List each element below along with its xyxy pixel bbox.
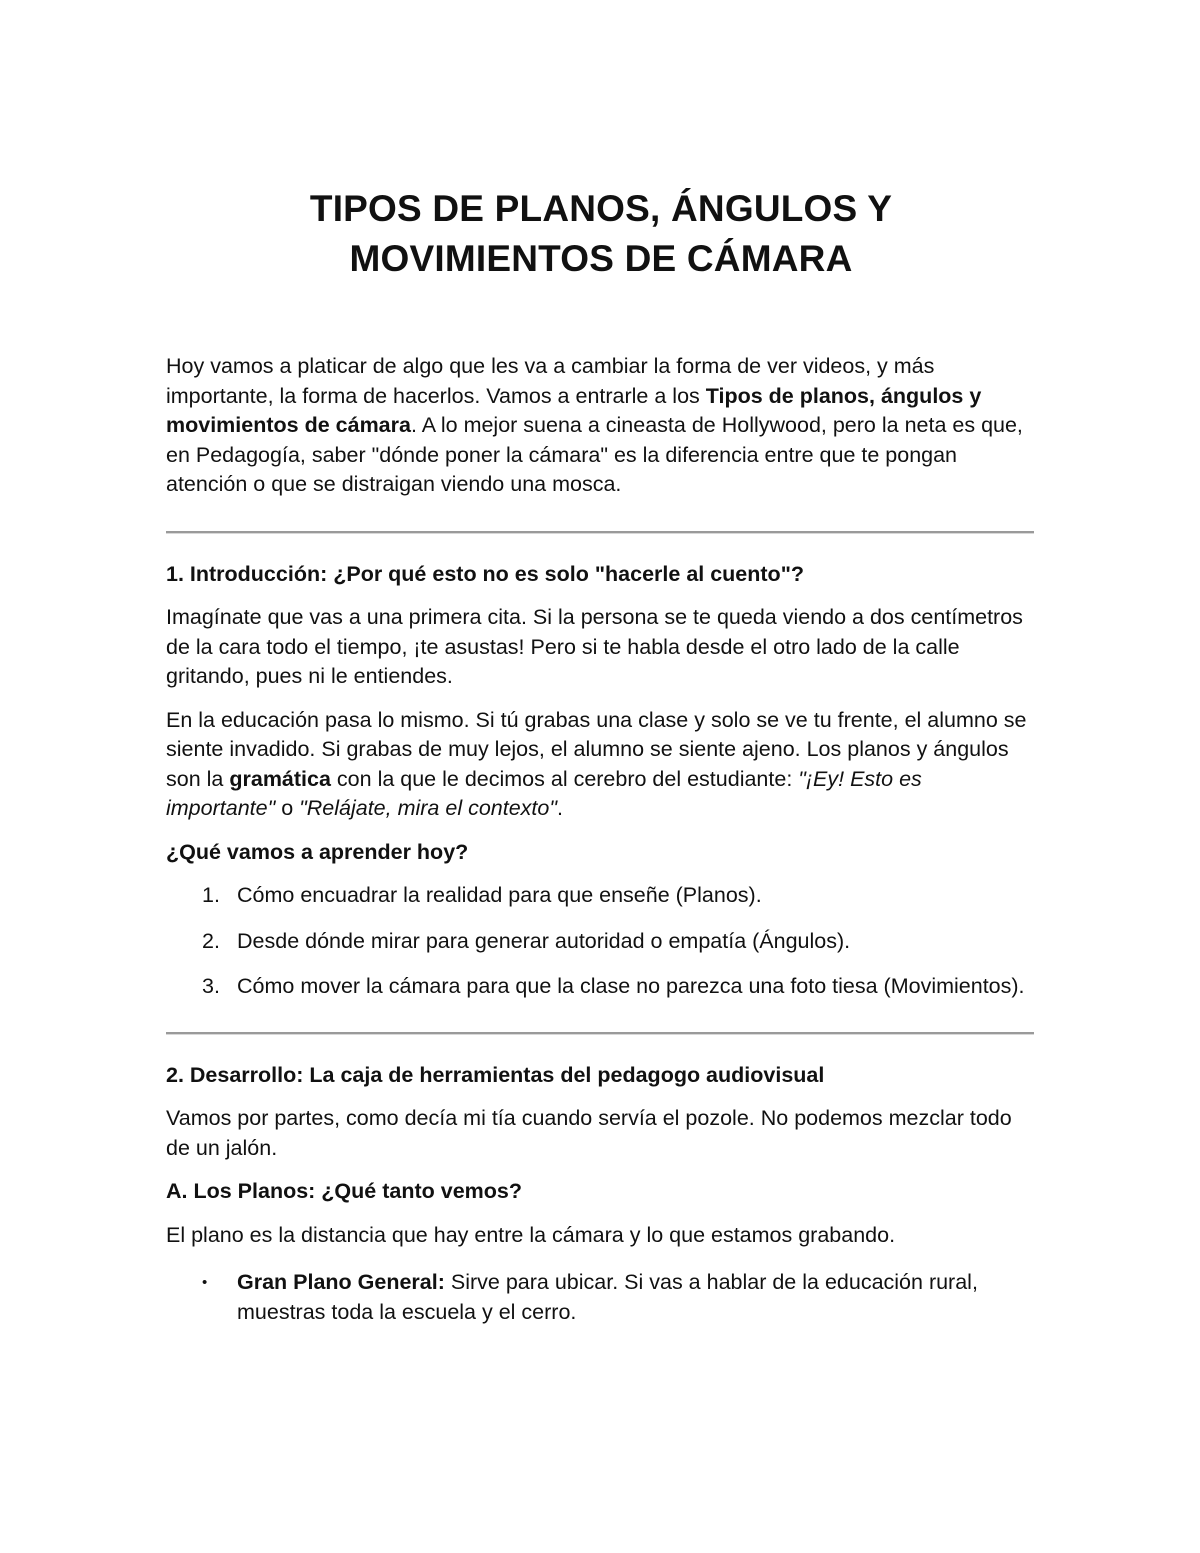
s1p2-italic-2: "Relájate, mira el contexto" <box>299 796 557 820</box>
list-item <box>166 1268 1036 1327</box>
section-divider-1 <box>166 531 1034 534</box>
section1-paragraph-1: Imagínate que vas a una primera cita. Si la persona se te queda viendo a dos centímetros de la cara todo el tiempo, ¡te asustas! Pero si te habla desde el otro lado de la calle gritando, pues ni le entiendes. <box>166 605 1023 688</box>
learning-goals-list <box>166 881 1036 1002</box>
section2-paragraph-2: El plano es la distancia que hay entre la cámara y lo que estamos grabando. <box>166 1222 896 1247</box>
s1p2-text-4: . <box>556 796 563 820</box>
list-item-text: Desde dónde mirar para generar autoridad o empatía (Ángulos). <box>237 928 851 953</box>
section2-heading: 2. Desarrollo: La caja de herramientas del pedagogo audiovisual <box>166 1062 825 1087</box>
s1p2-text-1: En la educación pasa lo mismo. Si tú grabas una clase y solo se ve tu frente, el alumno se siente invadido. Si grabas de muy lejos, el alumno se siente ajeno. Los planos y ángulos son la <box>166 707 1027 791</box>
section-divider-2 <box>166 1032 1034 1035</box>
bullet-text: Sirve para ubicar. Si vas a hablar de la educación rural, muestras toda la escuela y el cerro. <box>237 1270 978 1324</box>
section1-heading: 1. Introducción: ¿Por qué esto no es solo "hacerle al cuento"? <box>166 561 805 586</box>
list-item-number: 2. <box>202 928 220 953</box>
s1p2-italic-1: "¡Ey! Esto es importante" <box>166 766 922 820</box>
bullet-term: Gran Plano General: <box>237 1270 445 1294</box>
document-title <box>166 184 1036 284</box>
section1-subheading: ¿Qué vamos a aprender hoy? <box>166 839 469 864</box>
title-line-1: TIPOS DE PLANOS, ÁNGULOS Y <box>309 188 893 229</box>
list-item-number: 1. <box>202 883 220 907</box>
section1-paragraph-2 <box>166 706 1036 824</box>
intro-bold-topic: Tipos de planos, ángulos y movimientos de cámara <box>166 383 982 437</box>
section2-subheading: A. Los Planos: ¿Qué tanto vemos? <box>166 1179 522 1203</box>
list-item-text: Cómo encuadrar la realidad para que enseñe (Planos). <box>237 883 762 907</box>
list-item-text: Cómo mover la cámara para que la clase no parezca una foto tiesa (Movimientos). <box>237 974 1025 998</box>
list-item <box>166 881 1036 911</box>
intro-paragraph <box>166 352 1036 500</box>
intro-text-2: . A lo mejor suena a cineasta de Hollywood, pero la neta es que, en Pedagogía, saber "dónde poner la cámara" es la diferencia entre que te pongan atención o que se distraigan viendo una mosca. <box>166 413 1023 496</box>
document-content <box>166 184 1036 1327</box>
intro-text-1: Hoy vamos a platicar de algo que les va a cambiar la forma de ver videos, y más importante, la forma de hacerlos. Vamos a entrarle a los <box>166 354 935 408</box>
bullet-icon: • <box>202 1274 208 1291</box>
s1p2-text-2: con la que le decimos al cerebro del estudiante: <box>330 766 799 791</box>
s1p2-bold-gramatica: gramática <box>229 766 331 791</box>
title-line-2: MOVIMIENTOS DE CÁMARA <box>349 238 853 279</box>
list-item <box>166 927 1036 957</box>
s1p2-text-3: o <box>275 796 300 820</box>
list-item <box>166 972 1036 1002</box>
list-item-number: 3. <box>202 974 220 998</box>
section2-paragraph-1: Vamos por partes, como decía mi tía cuando servía el pozole. No podemos mezclar todo de un jalón. <box>166 1106 1012 1160</box>
planos-bullet-list <box>166 1268 1036 1327</box>
